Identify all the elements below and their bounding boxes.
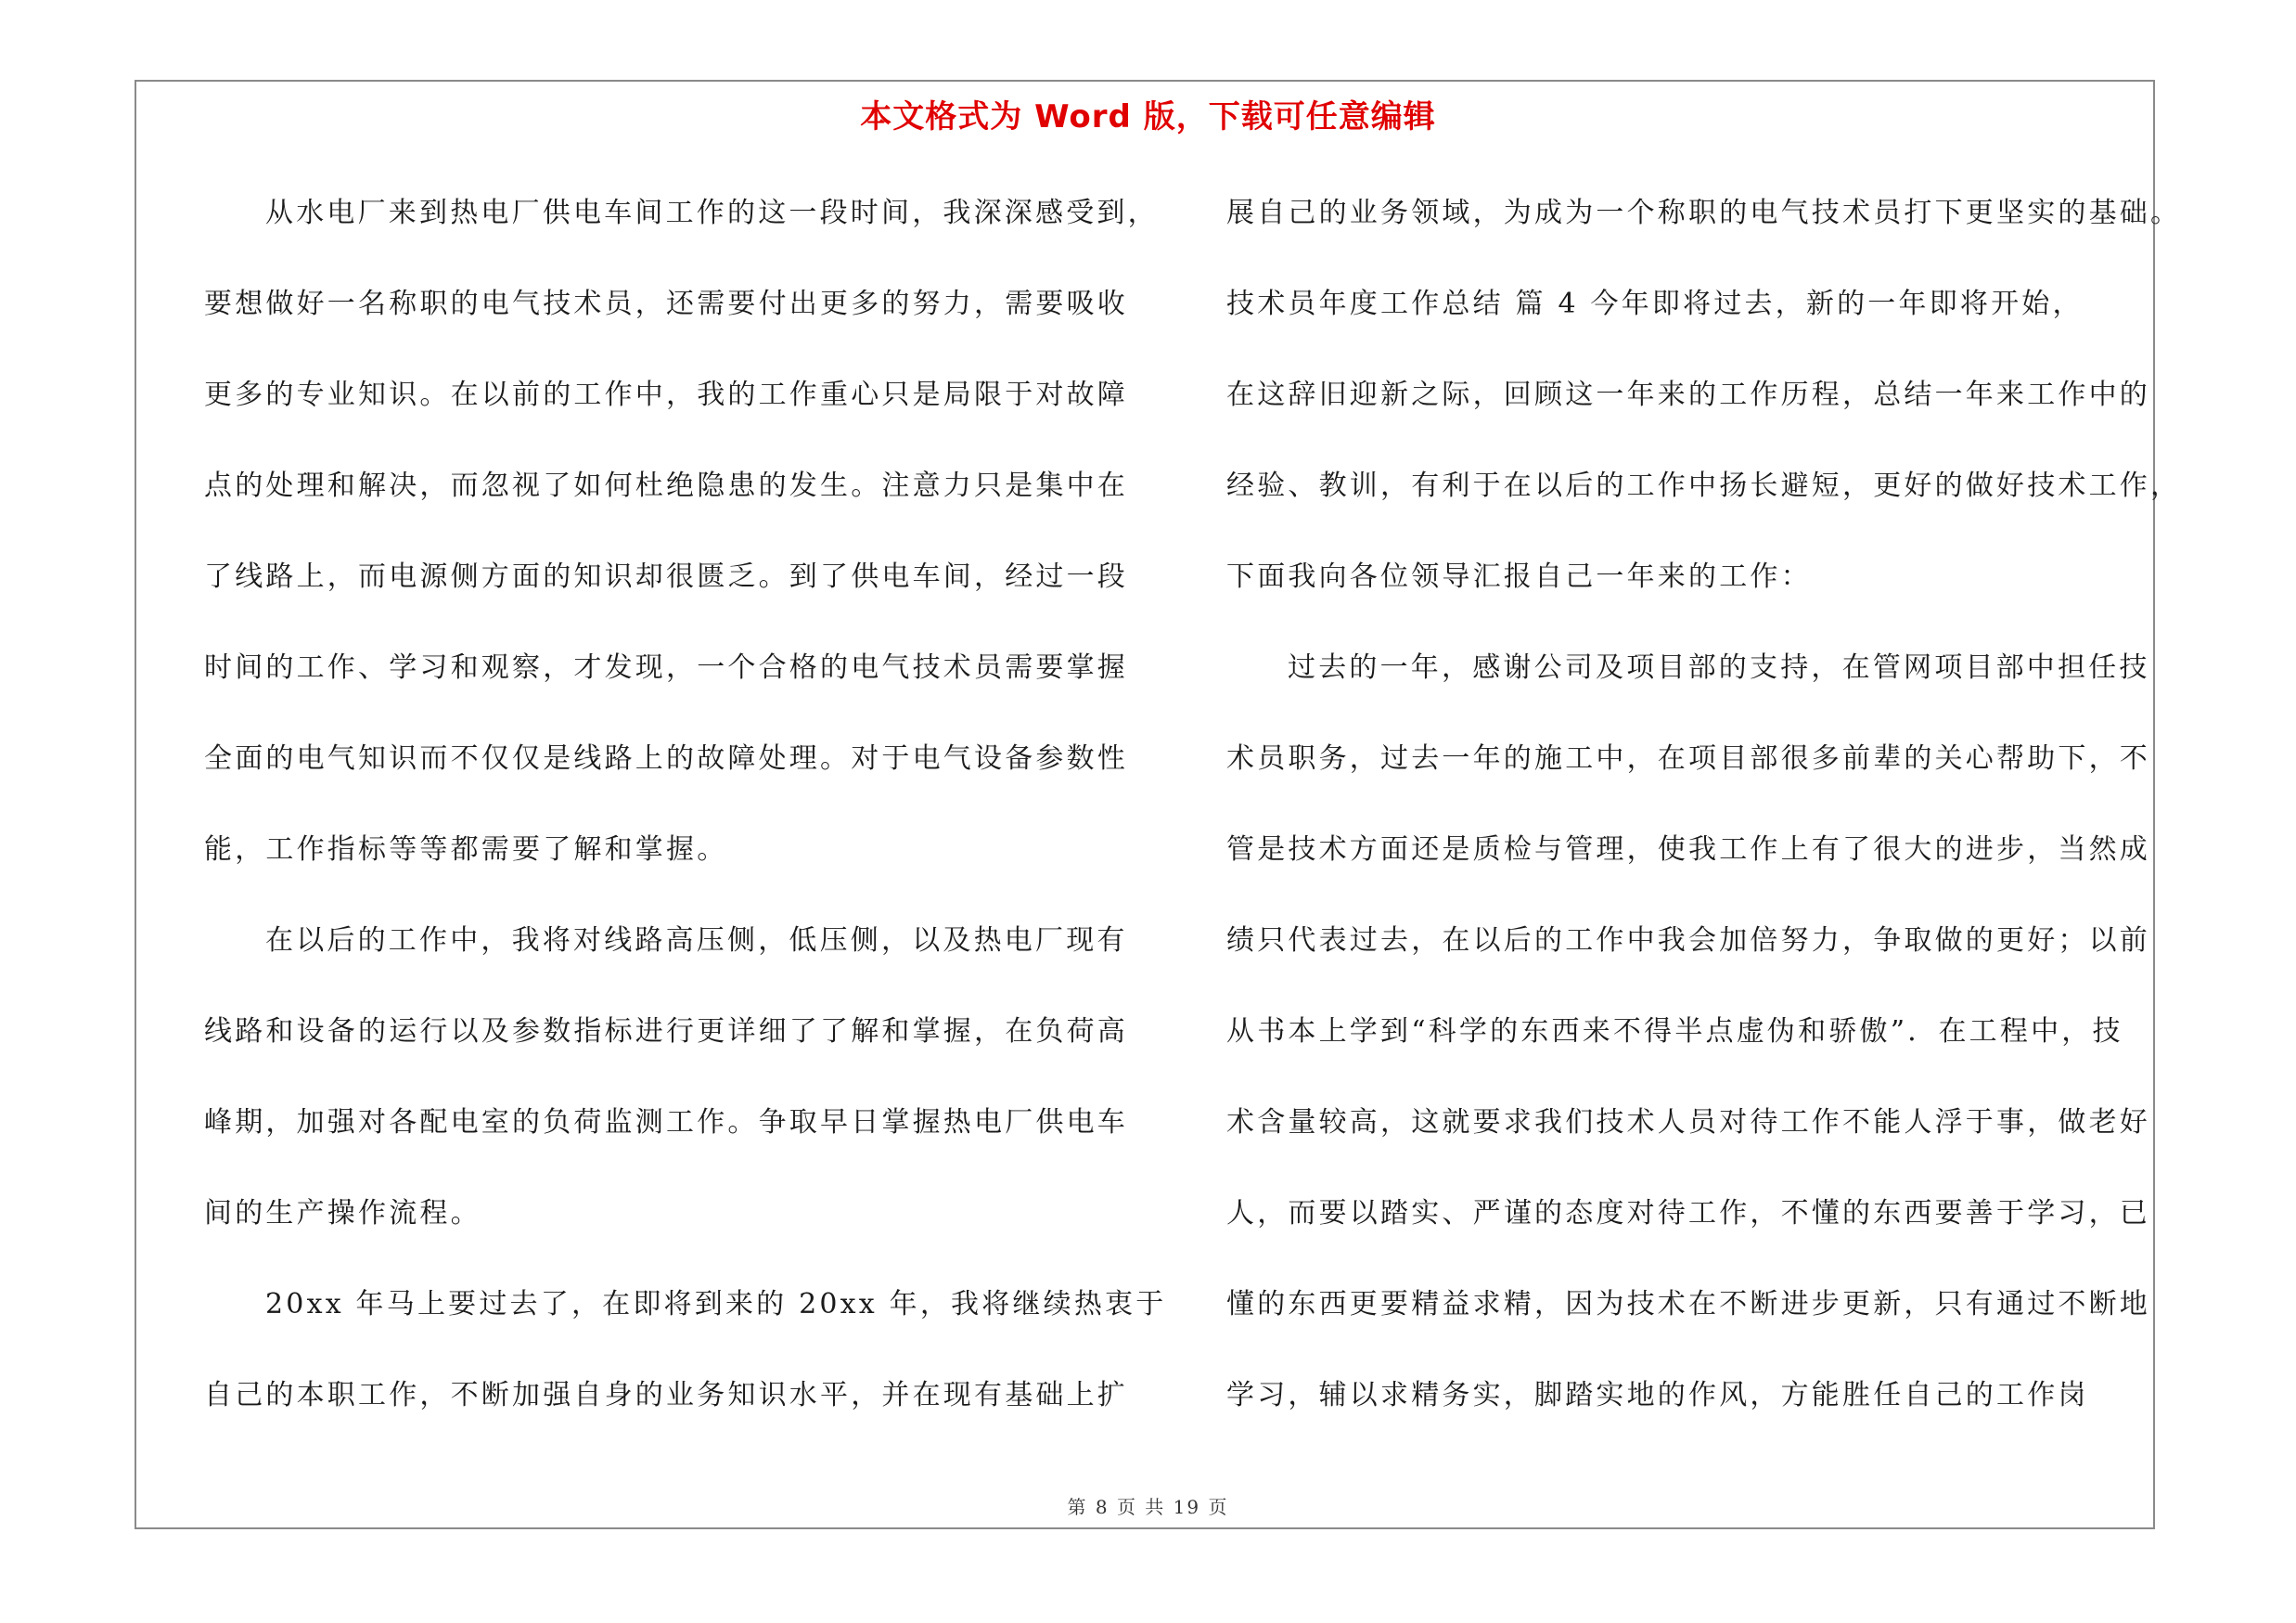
text-line: 间的生产操作流程。 bbox=[204, 1197, 481, 1230]
text-line: 全面的电气知识而不仅仅是线路上的故障处理。对于电气设备参数性 bbox=[204, 742, 1128, 775]
text-line: 能，工作指标等等都需要了解和掌握。 bbox=[204, 833, 728, 866]
left-text-column bbox=[204, 184, 1167, 1457]
text-line: 人，而要以踏实、严谨的态度对待工作，不懂的东西要善于学习，已 bbox=[1226, 1197, 2150, 1230]
text-line: 在以后的工作中，我将对线路高压侧，低压侧，以及热电厂现有 bbox=[265, 924, 1128, 957]
text-line: 在这辞旧迎新之际，回顾这一年来的工作历程，总结一年来工作中的 bbox=[1226, 379, 2150, 411]
text-line: 术含量较高，这就要求我们技术人员对待工作不能人浮于事，做老好 bbox=[1226, 1106, 2150, 1139]
right-text-column bbox=[1226, 184, 2182, 1457]
text-line: 点的处理和解决，而忽视了如何杜绝隐患的发生。注意力只是集中在 bbox=[204, 470, 1128, 502]
text-line: 下面我向各位领导汇报自己一年来的工作： bbox=[1226, 560, 1812, 593]
text-line: 绩只代表过去，在以后的工作中我会加倍努力，争取做的更好；以前 bbox=[1226, 924, 2150, 957]
text-line: 学习，辅以求精务实，脚踏实地的作风，方能胜任自己的工作岗 bbox=[1226, 1379, 2089, 1411]
text-line: 从水电厂来到热电厂供电车间工作的这一段时间，我深深感受到， bbox=[265, 197, 1159, 229]
text-line: 展自己的业务领域，为成为一个称职的电气技术员打下更坚实的基础。 bbox=[1226, 197, 2182, 229]
text-line: 懂的东西更要精益求精，因为技术在不断进步更新，只有通过不断地 bbox=[1226, 1288, 2150, 1320]
text-line: 更多的专业知识。在以前的工作中，我的工作重心只是局限于对故障 bbox=[204, 379, 1128, 411]
format-notice-banner: 本文格式为 Word 版，下载可任意编辑 bbox=[860, 98, 1436, 135]
text-line: 时间的工作、学习和观察，才发现，一个合格的电气技术员需要掌握 bbox=[204, 651, 1128, 684]
text-line: 管是技术方面还是质检与管理，使我工作上有了很大的进步，当然成 bbox=[1226, 833, 2150, 866]
text-line: 峰期，加强对各配电室的负荷监测工作。争取早日掌握热电厂供电车 bbox=[204, 1106, 1128, 1139]
text-line: 术员职务，过去一年的施工中，在项目部很多前辈的关心帮助下，不 bbox=[1226, 742, 2150, 775]
text-line: 了线路上，而电源侧方面的知识却很匮乏。到了供电车间，经过一段 bbox=[204, 560, 1128, 593]
text-line: 要想做好一名称职的电气技术员，还需要付出更多的努力，需要吸收 bbox=[204, 288, 1128, 320]
page-number-footer: 第 8 页 共 19 页 bbox=[1067, 1496, 1229, 1518]
text-line: 从书本上学到“科学的东西来不得半点虚伪和骄傲”．在工程中，技 bbox=[1226, 1015, 2123, 1048]
text-line: 自己的本职工作，不断加强自身的业务知识水平，并在现有基础上扩 bbox=[204, 1379, 1128, 1411]
text-line: 过去的一年，感谢公司及项目部的支持，在管网项目部中担任技 bbox=[1288, 651, 2150, 684]
text-line: 线路和设备的运行以及参数指标进行更详细了了解和掌握，在负荷高 bbox=[204, 1015, 1128, 1048]
text-line: 经验、教训，有利于在以后的工作中扬长避短，更好的做好技术工作， bbox=[1226, 470, 2182, 502]
section-heading-line: 技术员年度工作总结 篇 4 今年即将过去，新的一年即将开始， bbox=[1226, 288, 2084, 320]
text-line: 20xx 年马上要过去了，在即将到来的 20xx 年，我将继续热衷于 bbox=[265, 1288, 1167, 1320]
